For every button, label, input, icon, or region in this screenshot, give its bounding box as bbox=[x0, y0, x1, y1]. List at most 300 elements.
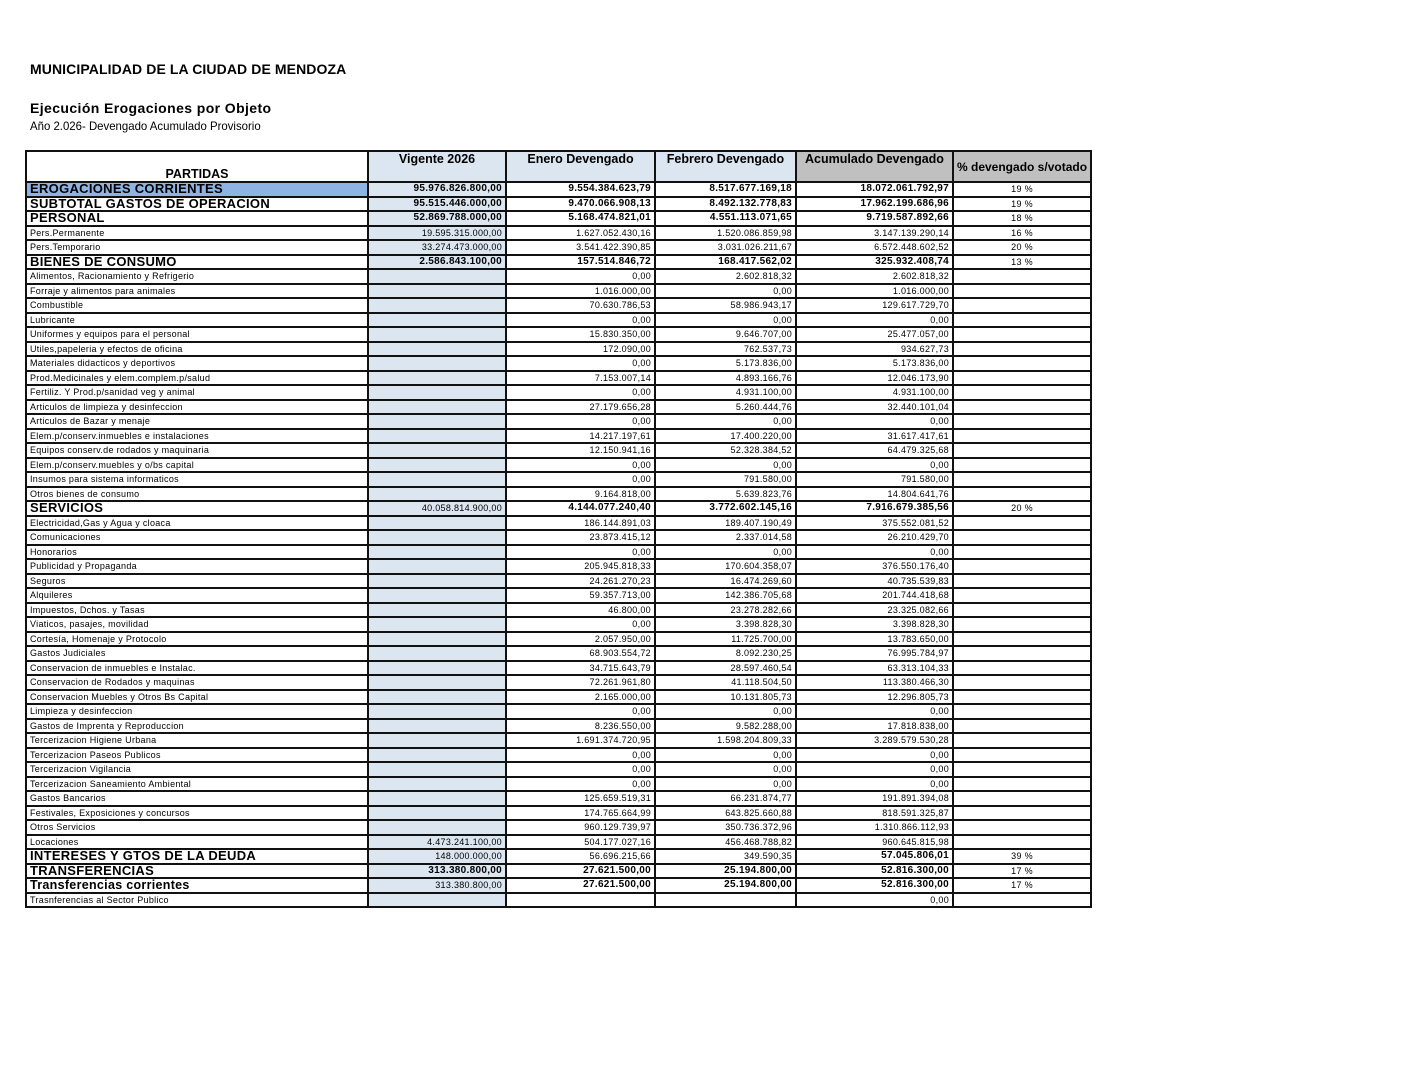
cell-febrero: 168.417.562,02 bbox=[655, 255, 796, 270]
cell-pct bbox=[953, 777, 1091, 792]
cell-pct bbox=[953, 748, 1091, 763]
cell-pct: 39 % bbox=[953, 849, 1091, 864]
table-row bbox=[26, 211, 1091, 226]
cell-vigente bbox=[368, 356, 506, 371]
column-header-febrero: Febrero Devengado bbox=[655, 151, 796, 182]
cell-acumulado: 40.735.539,83 bbox=[796, 574, 953, 589]
cell-enero: 504.177.027,16 bbox=[506, 835, 655, 850]
table-row bbox=[26, 878, 1091, 893]
cell-label: Transferencias corrientes bbox=[26, 878, 368, 893]
table-row bbox=[26, 443, 1091, 458]
cell-vigente bbox=[368, 603, 506, 618]
cell-enero: 205.945.818,33 bbox=[506, 559, 655, 574]
cell-acumulado: 934.627,73 bbox=[796, 342, 953, 357]
cell-febrero: 4.931.100,00 bbox=[655, 385, 796, 400]
cell-pct: 20 % bbox=[953, 501, 1091, 516]
cell-vigente bbox=[368, 646, 506, 661]
cell-pct: 13 % bbox=[953, 255, 1091, 270]
cell-enero: 68.903.554,72 bbox=[506, 646, 655, 661]
cell-febrero: 23.278.282,66 bbox=[655, 603, 796, 618]
cell-pct bbox=[953, 356, 1091, 371]
cell-vigente bbox=[368, 385, 506, 400]
cell-enero: 0,00 bbox=[506, 545, 655, 560]
cell-febrero: 3.031.026.211,67 bbox=[655, 240, 796, 255]
cell-acumulado: 0,00 bbox=[796, 704, 953, 719]
cell-vigente bbox=[368, 733, 506, 748]
cell-acumulado: 23.325.082,66 bbox=[796, 603, 953, 618]
table-row bbox=[26, 574, 1091, 589]
cell-acumulado: 1.016.000,00 bbox=[796, 284, 953, 299]
cell-febrero: 0,00 bbox=[655, 545, 796, 560]
cell-acumulado: 0,00 bbox=[796, 893, 953, 908]
table-row bbox=[26, 400, 1091, 415]
cell-label: Cortesía, Homenaje y Protocolo bbox=[26, 632, 368, 647]
cell-pct bbox=[953, 530, 1091, 545]
cell-enero: 0,00 bbox=[506, 617, 655, 632]
cell-label: Uniformes y equipos para el personal bbox=[26, 327, 368, 342]
column-header-partidas: PARTIDAS bbox=[26, 151, 368, 182]
cell-vigente: 313.380.800,00 bbox=[368, 864, 506, 879]
table-row bbox=[26, 690, 1091, 705]
cell-pct bbox=[953, 545, 1091, 560]
cell-label: BIENES DE CONSUMO bbox=[26, 255, 368, 270]
cell-enero: 960.129.739,97 bbox=[506, 820, 655, 835]
cell-febrero: 25.194.800,00 bbox=[655, 864, 796, 879]
table-row bbox=[26, 849, 1091, 864]
table-row bbox=[26, 269, 1091, 284]
cell-acumulado: 17.962.199.686,96 bbox=[796, 197, 953, 212]
cell-febrero: 762.537,73 bbox=[655, 342, 796, 357]
cell-label: Materiales didacticos y deportivos bbox=[26, 356, 368, 371]
cell-acumulado: 7.916.679.385,56 bbox=[796, 501, 953, 516]
cell-acumulado: 191.891.394,08 bbox=[796, 791, 953, 806]
cell-vigente: 148.000.000,00 bbox=[368, 849, 506, 864]
cell-pct bbox=[953, 327, 1091, 342]
cell-enero: 0,00 bbox=[506, 385, 655, 400]
cell-label: Publicidad y Propaganda bbox=[26, 559, 368, 574]
cell-febrero: 25.194.800,00 bbox=[655, 878, 796, 893]
cell-febrero: 8.492.132.778,83 bbox=[655, 197, 796, 212]
cell-pct bbox=[953, 588, 1091, 603]
cell-enero: 0,00 bbox=[506, 269, 655, 284]
cell-febrero: 456.468.788,82 bbox=[655, 835, 796, 850]
cell-febrero: 4.893.166,76 bbox=[655, 371, 796, 386]
cell-pct bbox=[953, 762, 1091, 777]
table-row bbox=[26, 284, 1091, 299]
column-header-pct: % devengado s/votado bbox=[953, 151, 1091, 182]
cell-label: Articulos de limpieza y desinfeccion bbox=[26, 400, 368, 415]
cell-vigente bbox=[368, 342, 506, 357]
cell-febrero: 0,00 bbox=[655, 748, 796, 763]
cell-label: Seguros bbox=[26, 574, 368, 589]
cell-acumulado: 52.816.300,00 bbox=[796, 878, 953, 893]
cell-febrero: 8.092.230,25 bbox=[655, 646, 796, 661]
cell-vigente: 313.380.800,00 bbox=[368, 878, 506, 893]
cell-febrero: 791.580,00 bbox=[655, 472, 796, 487]
cell-acumulado: 14.804.641,76 bbox=[796, 487, 953, 502]
cell-vigente bbox=[368, 313, 506, 328]
cell-label: Insumos para sistema informaticos bbox=[26, 472, 368, 487]
cell-febrero: 0,00 bbox=[655, 284, 796, 299]
cell-vigente bbox=[368, 661, 506, 676]
cell-enero: 72.261.961,80 bbox=[506, 675, 655, 690]
cell-enero: 2.057.950,00 bbox=[506, 632, 655, 647]
cell-febrero: 28.597.460,54 bbox=[655, 661, 796, 676]
cell-vigente: 95.515.446.000,00 bbox=[368, 197, 506, 212]
cell-enero: 5.168.474.821,01 bbox=[506, 211, 655, 226]
cell-pct bbox=[953, 835, 1091, 850]
cell-acumulado: 52.816.300,00 bbox=[796, 864, 953, 879]
cell-acumulado: 129.617.729,70 bbox=[796, 298, 953, 313]
cell-enero: 1.016.000,00 bbox=[506, 284, 655, 299]
cell-febrero: 10.131.805,73 bbox=[655, 690, 796, 705]
cell-acumulado: 0,00 bbox=[796, 414, 953, 429]
cell-label: Pers.Temporario bbox=[26, 240, 368, 255]
cell-pct bbox=[953, 704, 1091, 719]
table-row bbox=[26, 791, 1091, 806]
cell-febrero: 5.173.836,00 bbox=[655, 356, 796, 371]
cell-acumulado: 325.932.408,74 bbox=[796, 255, 953, 270]
table-row bbox=[26, 762, 1091, 777]
cell-label: Gastos Judiciales bbox=[26, 646, 368, 661]
cell-pct: 16 % bbox=[953, 226, 1091, 241]
cell-febrero: 643.825.660,88 bbox=[655, 806, 796, 821]
cell-pct bbox=[953, 400, 1091, 415]
cell-acumulado: 13.783.650,00 bbox=[796, 632, 953, 647]
cell-vigente bbox=[368, 777, 506, 792]
cell-pct bbox=[953, 574, 1091, 589]
table-row bbox=[26, 226, 1091, 241]
table-row bbox=[26, 487, 1091, 502]
cell-febrero: 5.639.823,76 bbox=[655, 487, 796, 502]
cell-label: Equipos conserv.de rodados y maquinaria bbox=[26, 443, 368, 458]
cell-febrero: 350.736.372,96 bbox=[655, 820, 796, 835]
cell-acumulado: 12.296.805,73 bbox=[796, 690, 953, 705]
cell-pct bbox=[953, 675, 1091, 690]
cell-enero: 34.715.643,79 bbox=[506, 661, 655, 676]
table-row bbox=[26, 864, 1091, 879]
cell-enero: 23.873.415,12 bbox=[506, 530, 655, 545]
cell-label: Tercerizacion Saneamiento Ambiental bbox=[26, 777, 368, 792]
cell-label: Alimentos, Racionamiento y Refrigerio bbox=[26, 269, 368, 284]
cell-pct bbox=[953, 806, 1091, 821]
cell-label: Articulos de Bazar y menaje bbox=[26, 414, 368, 429]
cell-enero: 27.621.500,00 bbox=[506, 864, 655, 879]
cell-acumulado: 201.744.418,68 bbox=[796, 588, 953, 603]
table-row bbox=[26, 313, 1091, 328]
column-header-vigente: Vigente 2026 bbox=[368, 151, 506, 182]
cell-label: Gastos de Imprenta y Reproduccion bbox=[26, 719, 368, 734]
cell-febrero: 11.725.700,00 bbox=[655, 632, 796, 647]
cell-enero: 9.470.066.908,13 bbox=[506, 197, 655, 212]
cell-pct bbox=[953, 893, 1091, 908]
cell-pct bbox=[953, 690, 1091, 705]
cell-enero: 9.164.818,00 bbox=[506, 487, 655, 502]
cell-acumulado: 57.045.806,01 bbox=[796, 849, 953, 864]
table-row bbox=[26, 661, 1091, 676]
cell-pct: 17 % bbox=[953, 878, 1091, 893]
cell-enero: 9.554.384.623,79 bbox=[506, 182, 655, 197]
table-row bbox=[26, 472, 1091, 487]
cell-acumulado: 0,00 bbox=[796, 458, 953, 473]
cell-vigente bbox=[368, 284, 506, 299]
cell-acumulado: 3.147.139.290,14 bbox=[796, 226, 953, 241]
cell-acumulado: 4.931.100,00 bbox=[796, 385, 953, 400]
cell-vigente bbox=[368, 298, 506, 313]
cell-pct bbox=[953, 429, 1091, 444]
table-row bbox=[26, 530, 1091, 545]
cell-label: Tercerizacion Paseos Publicos bbox=[26, 748, 368, 763]
cell-enero: 0,00 bbox=[506, 762, 655, 777]
cell-pct bbox=[953, 617, 1091, 632]
cell-label: Tercerizacion Vigilancia bbox=[26, 762, 368, 777]
cell-enero: 14.217.197,61 bbox=[506, 429, 655, 444]
cell-vigente bbox=[368, 748, 506, 763]
table-row bbox=[26, 182, 1091, 197]
cell-enero: 0,00 bbox=[506, 313, 655, 328]
table-row bbox=[26, 777, 1091, 792]
cell-vigente bbox=[368, 704, 506, 719]
cell-label: Conservacion de Rodados y maquinas bbox=[26, 675, 368, 690]
cell-vigente bbox=[368, 675, 506, 690]
table-row bbox=[26, 559, 1091, 574]
cell-vigente bbox=[368, 820, 506, 835]
cell-label: Otros bienes de consumo bbox=[26, 487, 368, 502]
cell-febrero: 5.260.444,76 bbox=[655, 400, 796, 415]
cell-febrero: 170.604.358,07 bbox=[655, 559, 796, 574]
cell-acumulado: 113.380.466,30 bbox=[796, 675, 953, 690]
cell-label: Combustible bbox=[26, 298, 368, 313]
cell-enero: 125.659.519,31 bbox=[506, 791, 655, 806]
cell-label: Forraje y alimentos para animales bbox=[26, 284, 368, 299]
cell-acumulado: 0,00 bbox=[796, 313, 953, 328]
cell-febrero: 0,00 bbox=[655, 458, 796, 473]
cell-febrero: 16.474.269,60 bbox=[655, 574, 796, 589]
cell-pct bbox=[953, 342, 1091, 357]
cell-acumulado: 17.818.838,00 bbox=[796, 719, 953, 734]
cell-pct bbox=[953, 371, 1091, 386]
cell-enero: 0,00 bbox=[506, 748, 655, 763]
cell-label: Trasnferencias al Sector Publico bbox=[26, 893, 368, 908]
cell-vigente bbox=[368, 559, 506, 574]
cell-label: Alquileres bbox=[26, 588, 368, 603]
cell-febrero: 2.337.014,58 bbox=[655, 530, 796, 545]
cell-enero: 157.514.846,72 bbox=[506, 255, 655, 270]
cell-acumulado: 12.046.173,90 bbox=[796, 371, 953, 386]
cell-acumulado: 76.995.784,97 bbox=[796, 646, 953, 661]
cell-pct bbox=[953, 603, 1091, 618]
cell-enero: 24.261.270,23 bbox=[506, 574, 655, 589]
cell-febrero: 1.598.204.809,33 bbox=[655, 733, 796, 748]
cell-vigente bbox=[368, 516, 506, 531]
table-row bbox=[26, 748, 1091, 763]
cell-enero: 0,00 bbox=[506, 356, 655, 371]
cell-acumulado: 5.173.836,00 bbox=[796, 356, 953, 371]
organization-title: MUNICIPALIDAD DE LA CIUDAD DE MENDOZA bbox=[30, 61, 347, 77]
cell-vigente: 52.869.788.000,00 bbox=[368, 211, 506, 226]
table-row bbox=[26, 327, 1091, 342]
cell-label: Festivales, Exposiciones y concursos bbox=[26, 806, 368, 821]
table-row bbox=[26, 356, 1091, 371]
cell-label: PERSONAL bbox=[26, 211, 368, 226]
cell-acumulado: 3.289.579.530,28 bbox=[796, 733, 953, 748]
cell-pct bbox=[953, 646, 1091, 661]
cell-pct: 19 % bbox=[953, 182, 1091, 197]
cell-enero bbox=[506, 893, 655, 908]
cell-febrero: 9.646.707,00 bbox=[655, 327, 796, 342]
table-row bbox=[26, 414, 1091, 429]
cell-acumulado: 31.617.417,61 bbox=[796, 429, 953, 444]
cell-enero: 174.765.664,99 bbox=[506, 806, 655, 821]
cell-vigente bbox=[368, 588, 506, 603]
cell-vigente: 2.586.843.100,00 bbox=[368, 255, 506, 270]
cell-vigente bbox=[368, 472, 506, 487]
cell-label: Pers.Permanente bbox=[26, 226, 368, 241]
cell-vigente: 4.473.241.100,00 bbox=[368, 835, 506, 850]
cell-label: Otros Servicios bbox=[26, 820, 368, 835]
cell-pct bbox=[953, 313, 1091, 328]
cell-pct bbox=[953, 791, 1091, 806]
cell-acumulado: 818.591.325,87 bbox=[796, 806, 953, 821]
table-row bbox=[26, 501, 1091, 516]
cell-pct bbox=[953, 661, 1091, 676]
cell-vigente bbox=[368, 269, 506, 284]
cell-enero: 46.800,00 bbox=[506, 603, 655, 618]
cell-enero: 7.153.007,14 bbox=[506, 371, 655, 386]
cell-acumulado: 25.477.057,00 bbox=[796, 327, 953, 342]
cell-vigente bbox=[368, 371, 506, 386]
cell-vigente: 33.274.473.000,00 bbox=[368, 240, 506, 255]
cell-vigente bbox=[368, 327, 506, 342]
cell-vigente bbox=[368, 400, 506, 415]
cell-pct: 20 % bbox=[953, 240, 1091, 255]
cell-label: Locaciones bbox=[26, 835, 368, 850]
cell-febrero: 0,00 bbox=[655, 704, 796, 719]
cell-vigente bbox=[368, 414, 506, 429]
table-row bbox=[26, 646, 1091, 661]
cell-acumulado: 1.310.866.112,93 bbox=[796, 820, 953, 835]
cell-febrero: 3.398.828,30 bbox=[655, 617, 796, 632]
cell-febrero: 4.551.113.071,65 bbox=[655, 211, 796, 226]
report-title: Ejecución Erogaciones por Objeto bbox=[30, 100, 272, 116]
table-row bbox=[26, 588, 1091, 603]
column-header-acumulado: Acumulado Devengado bbox=[796, 151, 953, 182]
cell-febrero: 0,00 bbox=[655, 777, 796, 792]
table-row bbox=[26, 733, 1091, 748]
cell-label: Prod.Medicinales y elem.complem.p/salud bbox=[26, 371, 368, 386]
cell-pct bbox=[953, 443, 1091, 458]
cell-vigente bbox=[368, 458, 506, 473]
cell-label: Lubricante bbox=[26, 313, 368, 328]
cell-label: Electricidad,Gas y Agua y cloaca bbox=[26, 516, 368, 531]
cell-vigente bbox=[368, 530, 506, 545]
cell-acumulado: 63.313.104,33 bbox=[796, 661, 953, 676]
cell-vigente bbox=[368, 487, 506, 502]
cell-label: Conservacion Muebles y Otros Bs Capital bbox=[26, 690, 368, 705]
cell-vigente bbox=[368, 574, 506, 589]
cell-vigente bbox=[368, 791, 506, 806]
cell-acumulado: 791.580,00 bbox=[796, 472, 953, 487]
cell-febrero: 3.772.602.145,16 bbox=[655, 501, 796, 516]
cell-vigente bbox=[368, 719, 506, 734]
cell-enero: 59.357.713,00 bbox=[506, 588, 655, 603]
cell-febrero: 52.328.384,52 bbox=[655, 443, 796, 458]
table-row bbox=[26, 458, 1091, 473]
cell-pct bbox=[953, 298, 1091, 313]
cell-pct bbox=[953, 487, 1091, 502]
cell-enero: 172.090,00 bbox=[506, 342, 655, 357]
cell-vigente bbox=[368, 893, 506, 908]
cell-enero: 2.165.000,00 bbox=[506, 690, 655, 705]
table-row bbox=[26, 835, 1091, 850]
cell-enero: 56.696.215,66 bbox=[506, 849, 655, 864]
cell-enero: 1.691.374.720,95 bbox=[506, 733, 655, 748]
cell-vigente bbox=[368, 429, 506, 444]
table-body bbox=[26, 182, 1091, 907]
cell-acumulado: 375.552.081,52 bbox=[796, 516, 953, 531]
cell-febrero: 66.231.874,77 bbox=[655, 791, 796, 806]
cell-vigente: 95.976.826.800,00 bbox=[368, 182, 506, 197]
cell-pct bbox=[953, 385, 1091, 400]
table-row bbox=[26, 820, 1091, 835]
report-subtitle: Año 2.026- Devengado Acumulado Provisorio bbox=[30, 119, 261, 133]
cell-febrero: 0,00 bbox=[655, 313, 796, 328]
cell-enero: 12.150.941,16 bbox=[506, 443, 655, 458]
cell-acumulado: 0,00 bbox=[796, 748, 953, 763]
cell-pct bbox=[953, 516, 1091, 531]
cell-acumulado: 26.210.429,70 bbox=[796, 530, 953, 545]
cell-label: Tercerizacion Higiene Urbana bbox=[26, 733, 368, 748]
cell-pct bbox=[953, 458, 1091, 473]
cell-vigente bbox=[368, 443, 506, 458]
cell-febrero: 9.582.288,00 bbox=[655, 719, 796, 734]
cell-enero: 0,00 bbox=[506, 472, 655, 487]
cell-label: Utiles,papeleria y efectos de oficina bbox=[26, 342, 368, 357]
cell-febrero: 58.986.943,17 bbox=[655, 298, 796, 313]
cell-label: Limpieza y desinfeccion bbox=[26, 704, 368, 719]
cell-pct: 17 % bbox=[953, 864, 1091, 879]
table-row bbox=[26, 516, 1091, 531]
cell-enero: 0,00 bbox=[506, 777, 655, 792]
cell-vigente bbox=[368, 762, 506, 777]
cell-pct bbox=[953, 284, 1091, 299]
cell-acumulado: 0,00 bbox=[796, 762, 953, 777]
cell-febrero: 41.118.504,50 bbox=[655, 675, 796, 690]
table-header-row bbox=[26, 151, 1091, 182]
cell-enero: 0,00 bbox=[506, 414, 655, 429]
table-row bbox=[26, 255, 1091, 270]
table-row bbox=[26, 675, 1091, 690]
cell-enero: 70.630.786,53 bbox=[506, 298, 655, 313]
cell-pct bbox=[953, 472, 1091, 487]
cell-febrero: 142.386.705,68 bbox=[655, 588, 796, 603]
cell-pct bbox=[953, 269, 1091, 284]
cell-pct bbox=[953, 719, 1091, 734]
cell-febrero: 0,00 bbox=[655, 762, 796, 777]
table-row bbox=[26, 617, 1091, 632]
cell-febrero: 17.400.220,00 bbox=[655, 429, 796, 444]
cell-vigente bbox=[368, 806, 506, 821]
cell-pct bbox=[953, 414, 1091, 429]
budget-execution-table bbox=[25, 150, 1092, 908]
cell-pct bbox=[953, 559, 1091, 574]
cell-acumulado: 18.072.061.792,97 bbox=[796, 182, 953, 197]
cell-enero: 27.621.500,00 bbox=[506, 878, 655, 893]
cell-label: TRANSFERENCIAS bbox=[26, 864, 368, 879]
cell-acumulado: 32.440.101,04 bbox=[796, 400, 953, 415]
table-row bbox=[26, 545, 1091, 560]
cell-pct: 19 % bbox=[953, 197, 1091, 212]
